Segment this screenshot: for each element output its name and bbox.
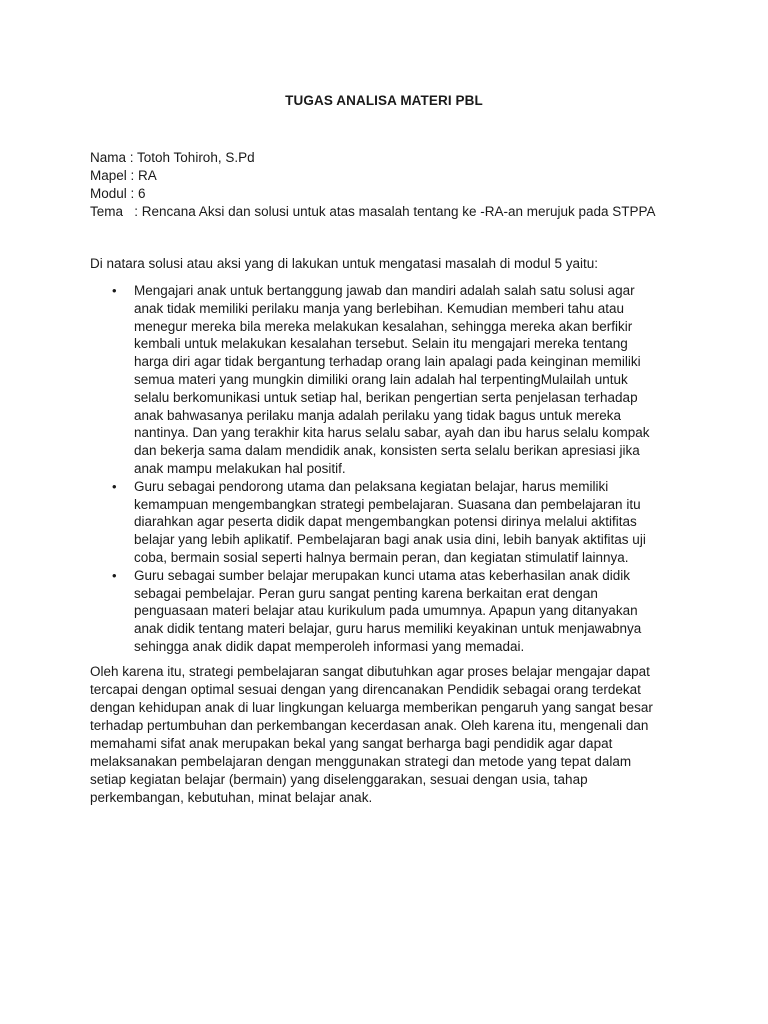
bullet-text-line: semua materi yang mungkin dimiliki orang lain adalah hal terpentingMulailah untuk bbox=[134, 371, 628, 387]
intro-paragraph: Di natara solusi atau aksi yang di lakukan untuk mengatasi masalah di modul 5 yaitu: bbox=[90, 256, 599, 271]
document-meta bbox=[90, 149, 656, 221]
bullet-text-line: menegur mereka bila mereka melakukan kesalahan, sehingga mereka akan berfikir bbox=[134, 318, 633, 334]
conclusion-line: memahami sifat anak merupakan bekal yang sangat berharga bagi pendidik agar dapat bbox=[90, 736, 613, 751]
meta-tema: Tema : Rencana Aksi dan solusi untuk atas masalah tentang ke -RA-an merujuk pada STPPA bbox=[90, 204, 656, 219]
bullet-text-line: anak mampu melakukan hal positif. bbox=[134, 460, 346, 476]
bullet-icon: • bbox=[112, 283, 117, 298]
document-title: TUGAS ANALISA MATERI PBL bbox=[285, 93, 483, 108]
conclusion-line: perkembangan, kebutuhan, minat belajar anak. bbox=[90, 790, 373, 805]
conclusion-line: Oleh karena itu, strategi pembelajaran sangat dibutuhkan agar proses belajar mengajar dapat bbox=[90, 664, 650, 679]
bullet-item bbox=[90, 478, 690, 567]
bullet-item bbox=[90, 282, 690, 478]
bullet-text-line: Mengajari anak untuk bertanggung jawab dan mandiri adalah salah satu solusi agar bbox=[134, 283, 635, 298]
bullet-text-line: penguasaan materi belajar atau kurikulum pada umumnya. Apapun yang ditanyakan bbox=[134, 603, 638, 619]
bullet-text-line: anak didik tentang materi belajar, guru harus memiliki keyakinan untuk menjawabnya bbox=[134, 621, 642, 637]
bullet-icon: • bbox=[112, 567, 117, 583]
bullet-list bbox=[90, 282, 690, 656]
conclusion-line: dengan kehidupan anak di luar lingkungan keluarga memberikan pengaruh yang sangat besar bbox=[90, 700, 653, 715]
bullet-text-line: kembali untuk melakukan kesalahan tersebut. Selain itu mengajari mereka tentang bbox=[134, 336, 628, 352]
bullet-text-line: anak tidak memiliki perilaku manja yang berlebihan. Kemudian memberi tahu atau bbox=[134, 300, 625, 316]
bullet-text-line: kemampuan mengembangkan strategi pembelajaran. Suasana dan pembelajaran itu bbox=[134, 496, 641, 512]
bullet-text-line: sehingga anak didik dapat memperoleh informasi yang memadai. bbox=[134, 638, 525, 654]
meta-nama: Nama : Totoh Tohiroh, S.Pd bbox=[90, 150, 255, 165]
meta-mapel: Mapel : RA bbox=[90, 168, 157, 183]
bullet-text-line: coba, bermain sosial seperti halnya bermain peran, dan kegiatan stimulatif lainnya. bbox=[134, 549, 629, 565]
bullet-text-line: nantinya. Dan yang terakhir kita harus selalu sabar, ayah dan ibu harus selalu kompak bbox=[134, 425, 650, 441]
bullet-text-line: diarahkan agar peserta didik dapat mengembangkan potensi dirinya melalui aktifitas bbox=[134, 514, 637, 530]
bullet-text-line: selalu berkomunikasi untuk setiap hal, berikan pengertian serta penjelasan terhadap bbox=[134, 389, 638, 405]
conclusion-line: melaksanakan pembelajaran dengan menggunakan strategi dan metode yang tepat dalam bbox=[90, 754, 632, 769]
bullet-text-line: Guru sebagai sumber belajar merupakan kunci utama atas keberhasilan anak didik bbox=[134, 567, 631, 583]
bullet-item bbox=[90, 567, 690, 656]
bullet-icon: • bbox=[112, 478, 117, 494]
meta-modul: Modul : 6 bbox=[90, 186, 146, 201]
bullet-text-line: belajar yang lebih aplikatif. Pembelajaran bagi anak usia dini, lebih banyak aktifitas uji bbox=[134, 532, 646, 548]
bullet-text-line: harga diri agar tidak bergantung terhadap orang lain apalagi pada keinginan memiliki bbox=[134, 354, 641, 370]
bullet-text-line: anak bahwasanya perilaku manja adalah perilaku yang tidak bagus untuk mereka bbox=[134, 407, 622, 423]
bullet-text-line: sebagai pembelajar. Peran guru sangat penting karena berkaitan erat dengan bbox=[134, 585, 598, 601]
conclusion-paragraph bbox=[90, 663, 690, 807]
conclusion-line: setiap kegiatan belajar (bermain) yang diselenggarakan, sesuai dengan usia, tahap bbox=[90, 772, 588, 787]
conclusion-line: terhadap pertumbuhan dan perkembangan kecerdasan anak. Oleh karena itu, mengenali dan bbox=[90, 718, 649, 733]
bullet-text-line: dan bekerja sama dalam mendidik anak, konsisten serta selalu berikan apresiasi jika bbox=[134, 443, 640, 459]
bullet-text-line: Guru sebagai pendorong utama dan pelaksana kegiatan belajar, harus memiliki bbox=[134, 478, 609, 494]
conclusion-line: tercapai dengan optimal sesuai dengan yang direncanakan Pendidik sebagai orang terdekat bbox=[90, 682, 641, 697]
